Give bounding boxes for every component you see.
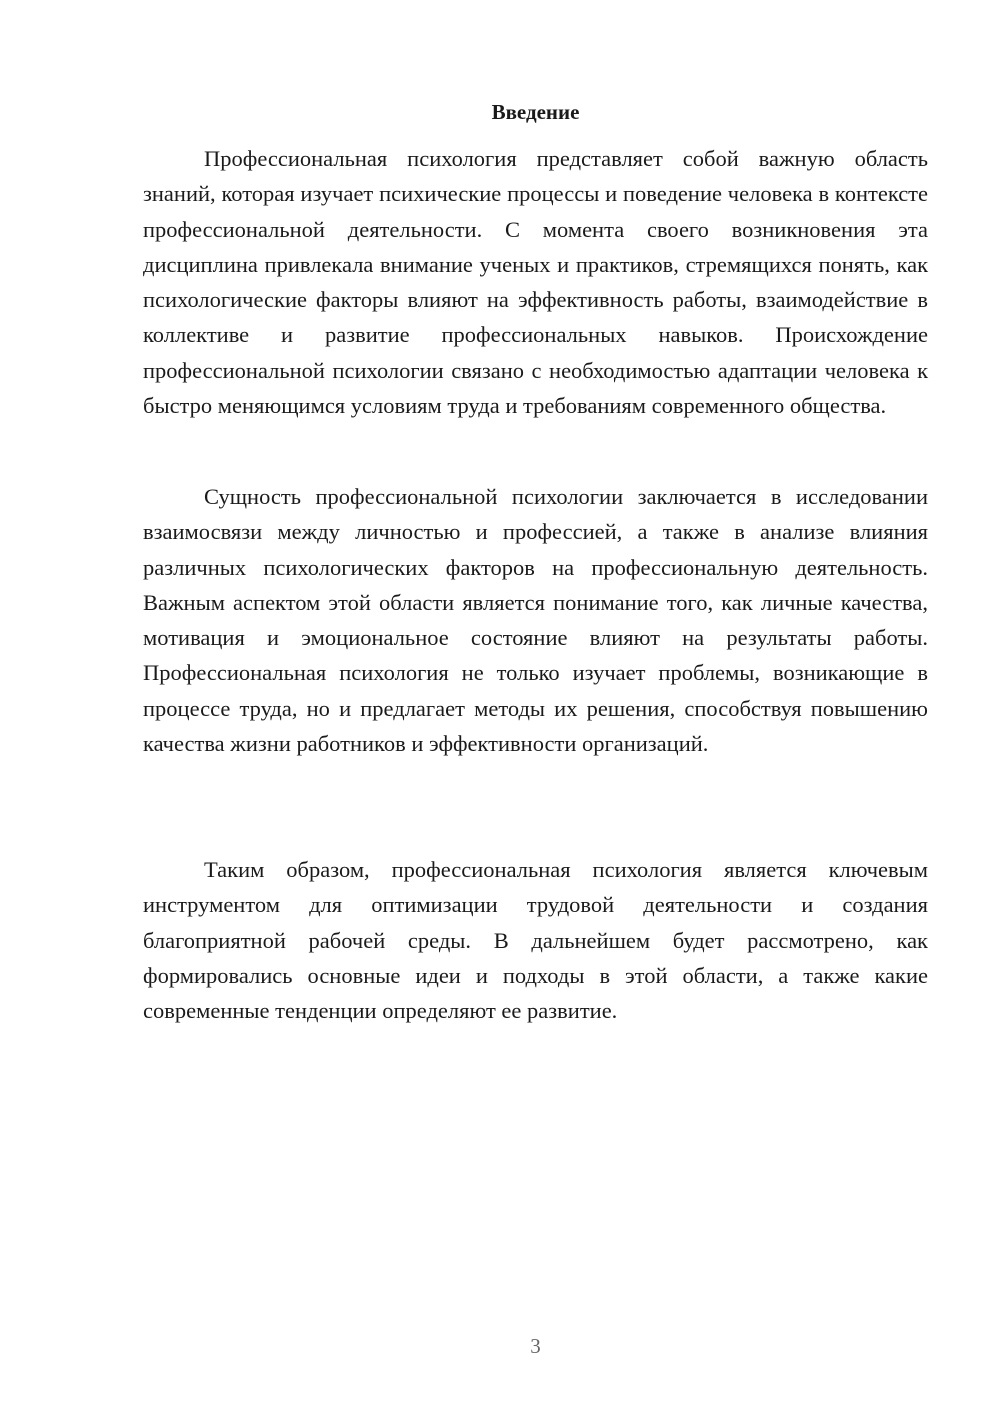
paragraph-intro: Профессиональная психология представляет собой важную область знаний, которая изучает психические процессы и поведение человека в контексте профессиональной деятельности. С момента своего возникновения эта дисциплина привлекала внимание ученых и практиков, стремящихся понять, как психологические факторы влияют на эффективность работы, взаимодействие в коллективе и развитие профессиональных навыков. Происхождение профессиональной психологии связано с необходимостью адаптации человека к быстро меняющимся условиям труда и требованиям современного общества.: [143, 146, 928, 419]
page-number: 3: [530, 1334, 541, 1358]
section-title: Введение: [491, 100, 580, 124]
document-page: [143, 0, 928, 1414]
paragraph-essence: Сущность профессиональной психологии заключается в исследовании взаимосвязи между личностью и профессией, а также в анализе влияния различных психологических факторов на профессиональную деятельность. Важным аспектом этой области является понимание того, как личные качества, мотивация и эмоциональное состояние влияют на результаты работы. Профессиональная психология не только изучает проблемы, возникающие в процессе труда, но и предлагает методы их решения, способствуя повышению качества жизни работников и эффективности организаций.: [143, 484, 928, 757]
paragraph-conclusion: Таким образом, профессиональная психология является ключевым инструментом для оптимизации трудовой деятельности и создания благоприятной рабочей среды. В дальнейшем будет рассмотрено, как формировались основные идеи и подходы в этой области, а также какие современные тенденции определяют ее развитие.: [143, 857, 928, 1024]
